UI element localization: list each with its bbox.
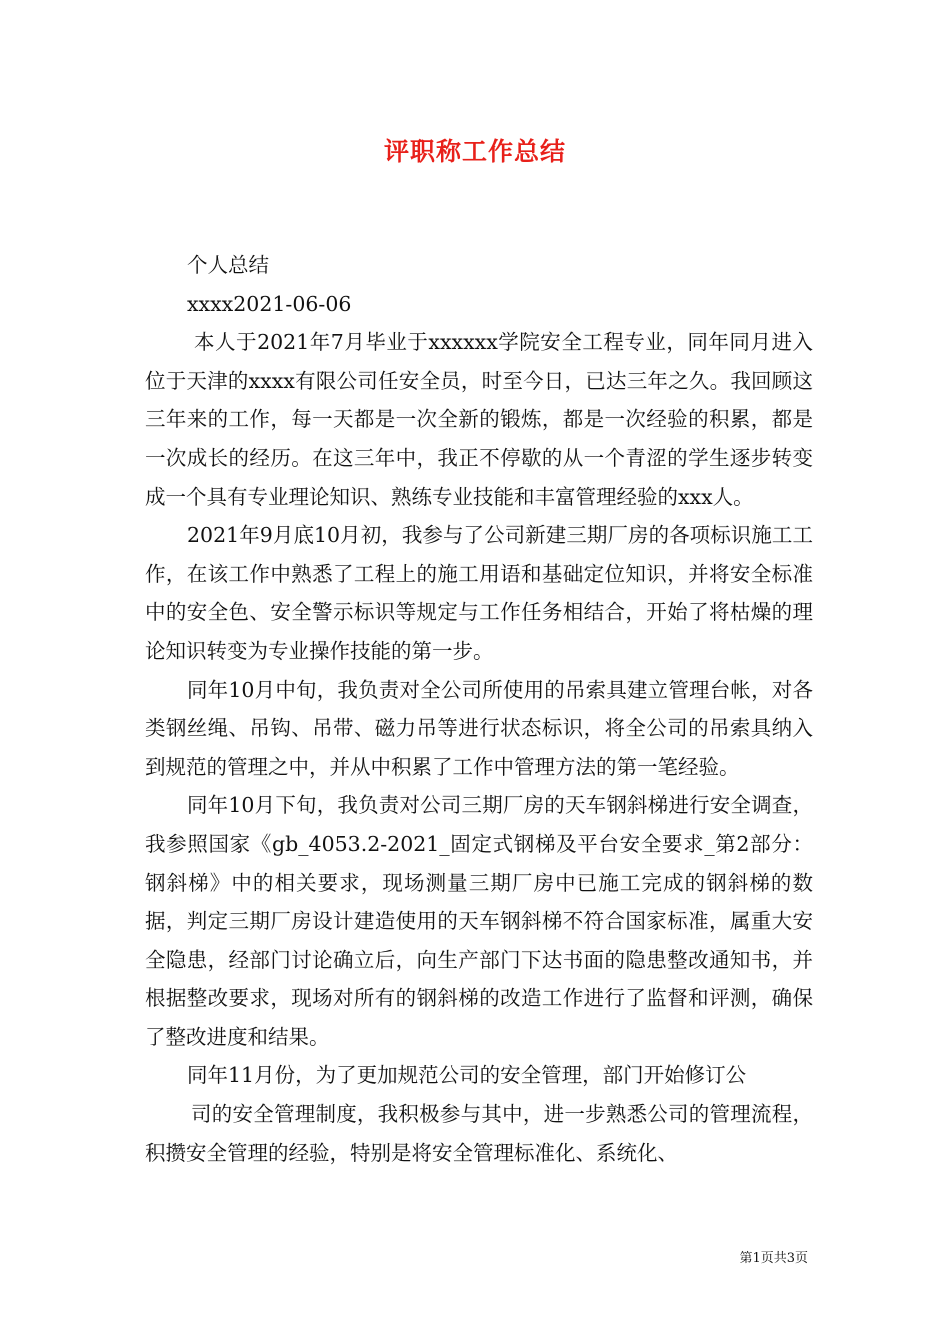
paragraph-november: 同年11月份，为了更加规范公司的安全管理，部门开始修订公: [187, 1063, 747, 1088]
paragraph-heading: 个人总结: [187, 253, 269, 277]
document-title: 评职称工作总结: [383, 137, 566, 166]
paragraph-september: 2021年9月底10月初，我参与了公司新建三期厂房的各项标识施工工作，在该工作中熟悉了工程上的施工用语和基础定位知识，并将安全标准中的安全色、安全警示标识等规定与工作任务相结合，开始了将枯燥的理论知识转变为专业操作技能的第一步。: [145, 523, 813, 663]
paragraph-date: xxxx2021-06-06: [187, 291, 352, 316]
paragraph-intro: 本人于2021年7月毕业于xxxxxx学院安全工程专业，同年同月进入位于天津的xxxx有限公司任安全员，时至今日，已达三年之久。我回顾这三年来的工作，每一天都是一次全新的锻炼，都是一次经验的积累，都是一次成长的经历。在这三年中，我正不停歇的从一个青涩的学生逐步转变成一个具有专业理论知识、熟练专业技能和丰富管理经验的xxx人。: [145, 330, 813, 509]
page-number: 第1页共3页: [739, 1251, 808, 1266]
paragraph-october-late: 同年10月下旬，我负责对公司三期厂房的天车钢斜梯进行安全调查，我参照国家《gb_4053.2-2021_固定式钢梯及平台安全要求_第2部分：钢斜梯》中的相关要求，现场测量三期厂房中已施工完成的钢斜梯的数据，判定三期厂房设计建造使用的天车钢斜梯不符合国家标准，属重大安全隐患，经部门讨论确立后，向生产部门下达书面的隐患整改通知书，并根据整改要求，现场对所有的钢斜梯的改造工作进行了监督和评测，确保了整改进度和结果。: [145, 793, 813, 1049]
paragraph-october-mid: 同年10月中旬，我负责对全公司所使用的吊索具建立管理台帐，对各类钢丝绳、吊钩、吊带、磁力吊等进行状态标识，将全公司的吊索具纳入到规范的管理之中，并从中积累了工作中管理方法的第一笔经验。: [145, 677, 813, 779]
paragraph-continuation: 司的安全管理制度，我积极参与其中，进一步熟悉公司的管理流程，积攒安全管理的经验，特别是将安全管理标准化、系统化、: [145, 1102, 813, 1165]
document-body: [145, 246, 813, 1172]
